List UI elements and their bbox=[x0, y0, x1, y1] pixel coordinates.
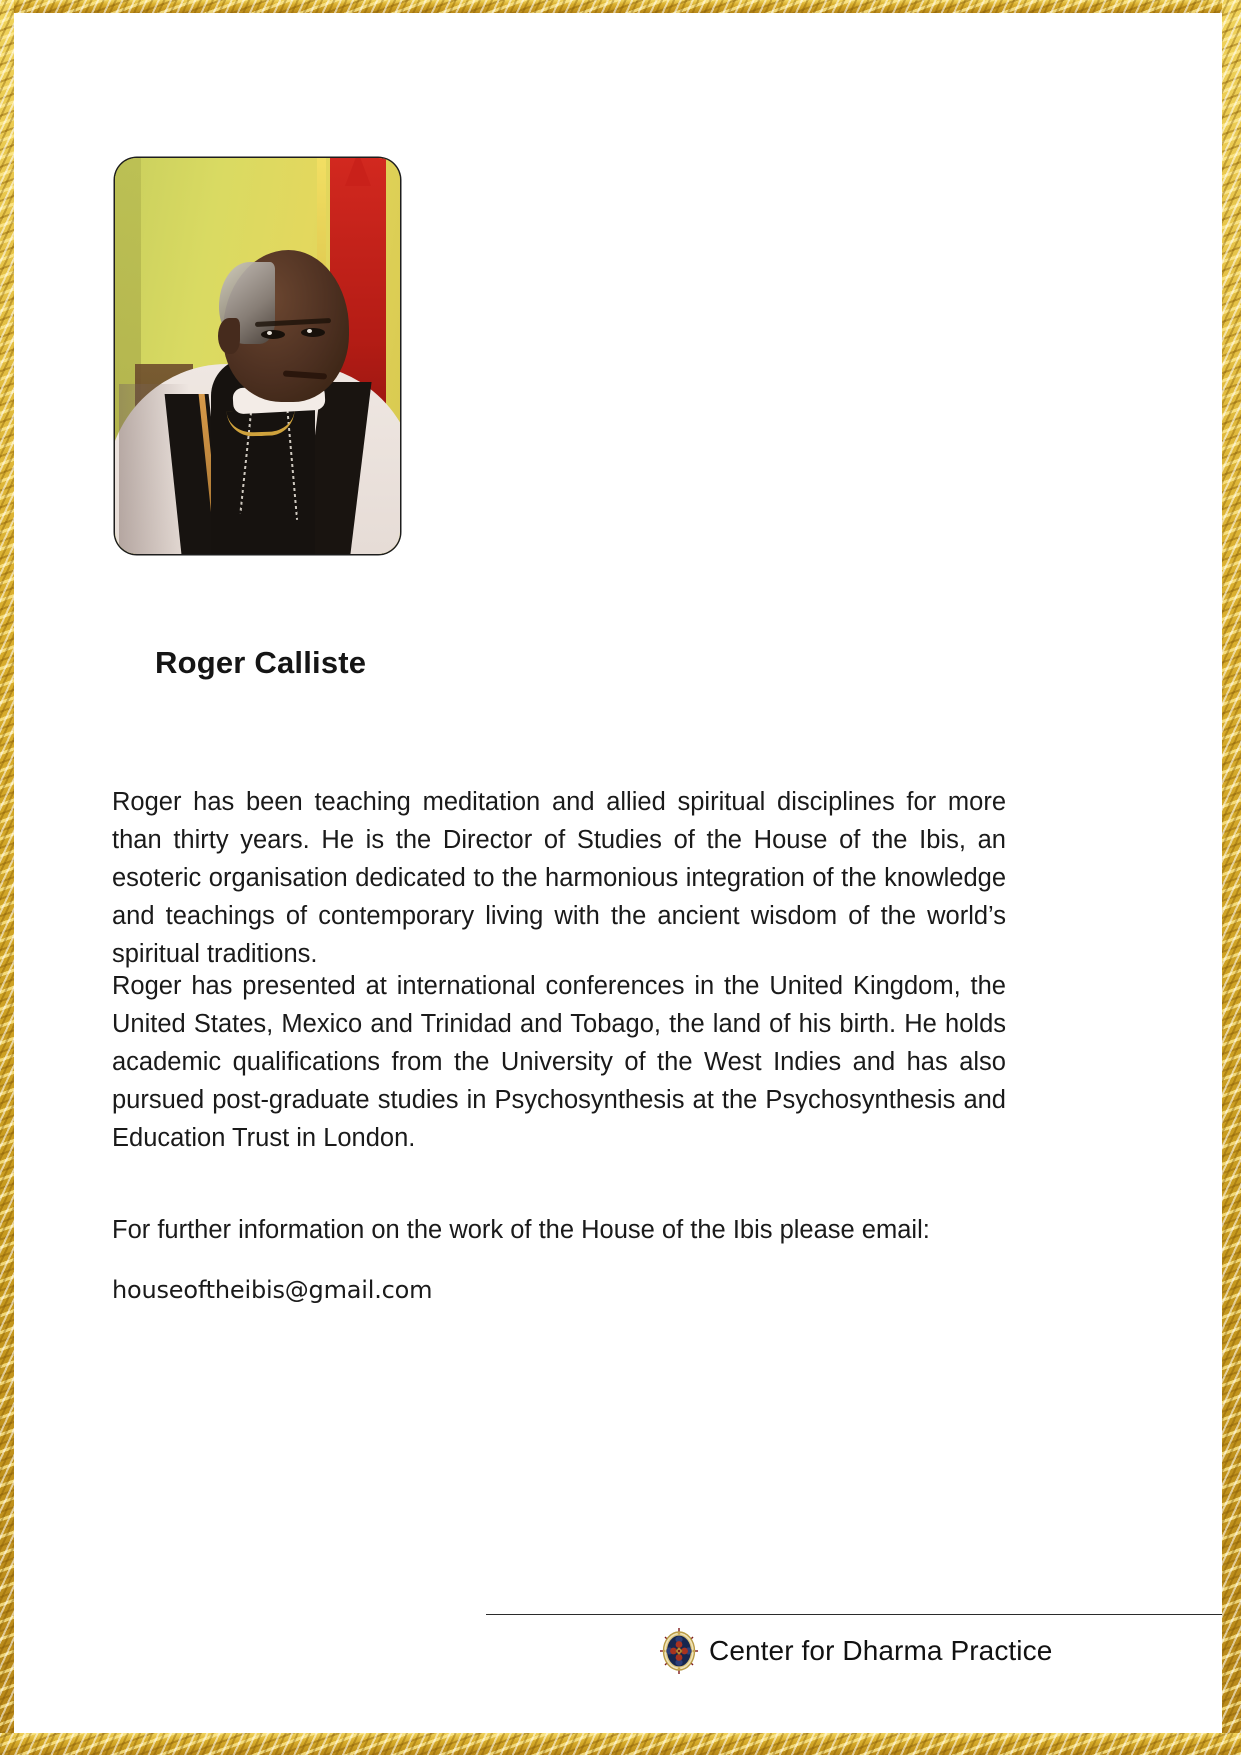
footer-branding bbox=[658, 1627, 1052, 1675]
border-bottom bbox=[0, 1733, 1241, 1755]
profile-photo bbox=[115, 158, 400, 554]
bio-paragraph-1: Roger has been teaching meditation and allied spiritual disciplines for more than thirty years. He is the Director of Studies of the House of the Ibis, an esoteric organisation dedicated to the harmonious integration of the knowledge and teachings of contemporary living with the ancient wisdom of the world’s spiritual traditions. bbox=[112, 787, 1006, 968]
photo-eye-glint-left bbox=[267, 331, 272, 335]
mandala-icon bbox=[658, 1627, 700, 1675]
photo-eye-left bbox=[261, 330, 285, 339]
photo-eye-right bbox=[301, 328, 325, 337]
bio-paragraph-2: Roger has presented at international conferences in the United Kingdom, the United States, Mexico and Trinidad and Tobago, the land of his birth. He holds academic qualifications from the University of the West Indies and has also pursued post-graduate studies in Psychosynthesis at the Psychosynthesis and Education Trust in London. bbox=[112, 971, 1006, 1152]
contact-email[interactable]: houseoftheibis@gmail.com bbox=[112, 1276, 433, 1304]
border-left bbox=[0, 0, 14, 1755]
page-title: Roger Calliste bbox=[155, 645, 367, 680]
photo-ear bbox=[218, 318, 240, 354]
contact-prompt: For further information on the work of the House of the Ibis please email: bbox=[112, 1215, 930, 1244]
border-top bbox=[0, 0, 1241, 13]
page-content-area bbox=[14, 13, 1222, 1733]
footer-divider bbox=[486, 1614, 1222, 1615]
footer-organisation-name: Center for Dharma Practice bbox=[709, 1635, 1053, 1666]
photo-eye-glint-right bbox=[307, 329, 312, 333]
border-right bbox=[1222, 0, 1241, 1755]
photo-scene bbox=[115, 158, 400, 554]
